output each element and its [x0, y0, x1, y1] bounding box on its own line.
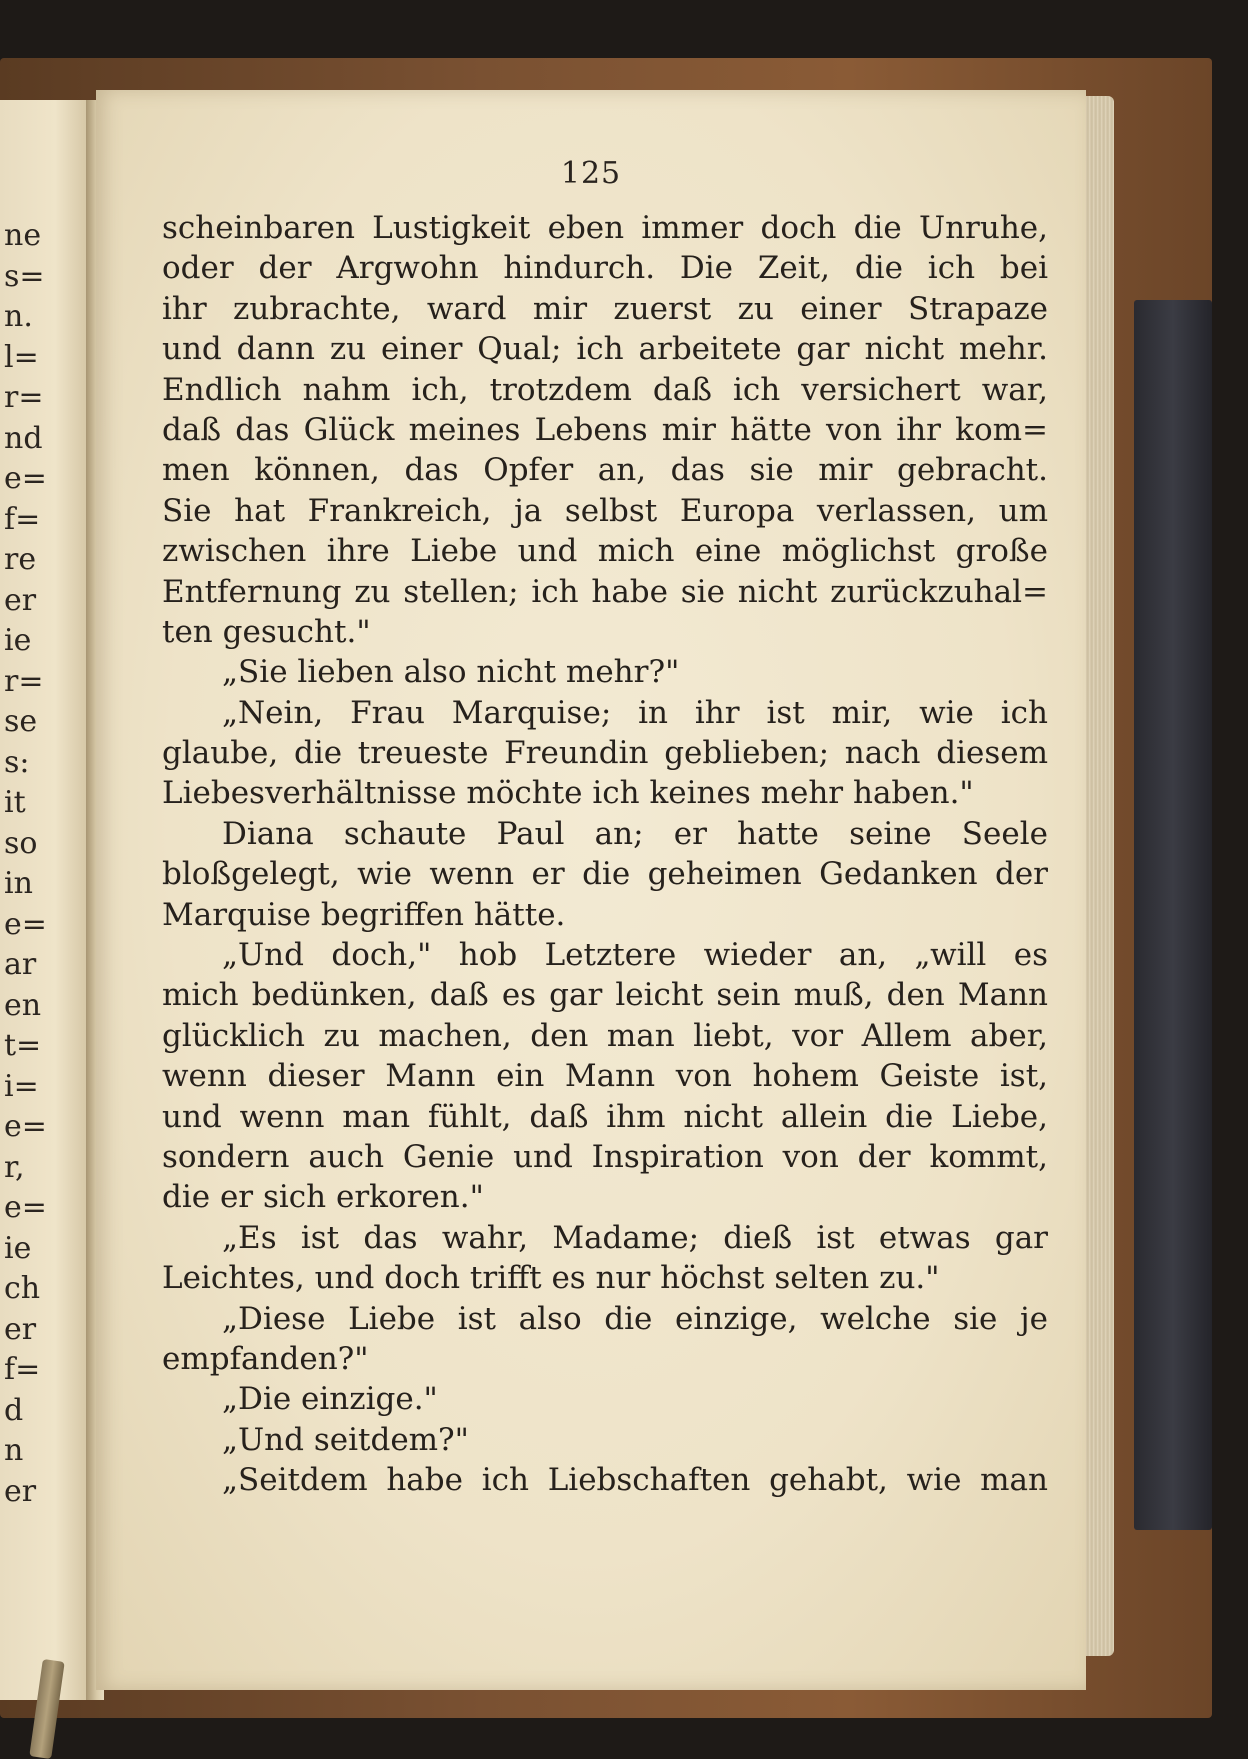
- left-page-text-fragment: e=: [4, 1190, 47, 1225]
- text-line: empfanden?": [162, 1340, 369, 1377]
- text-line: „Und seitdem?": [222, 1421, 469, 1458]
- text-line: ten gesucht.": [162, 613, 371, 650]
- left-page-text-fragment: r=: [4, 380, 44, 415]
- left-page-text-fragment: er: [4, 1311, 37, 1347]
- left-page-text-fragment: s:: [4, 744, 30, 780]
- left-page-text-fragment: r=: [4, 663, 44, 699]
- left-page-text-fragment: s=: [4, 258, 45, 294]
- book-page: [96, 90, 1086, 1690]
- text-line: „Sie lieben also nicht mehr?": [222, 654, 680, 691]
- text-line: Endlich nahm ich, trotzdem daß ich versichert war,: [162, 371, 1048, 408]
- left-page-text-fragment: e=: [4, 461, 47, 496]
- left-page-text-fragment: f=: [4, 1352, 41, 1387]
- text-line: mich bedünken, daß es gar leicht sein muß, den Mann: [162, 977, 1048, 1014]
- text-line: scheinbaren Lustigkeit eben immer doch die Unruhe,: [162, 210, 1048, 246]
- left-page-text-fragment: f=: [4, 501, 41, 537]
- text-line: bloßgelegt, wie wenn er die geheimen Gedanken der: [162, 856, 1048, 893]
- text-line: men können, das Opfer an, das sie mir gebracht.: [162, 452, 1048, 489]
- text-line: die er sich erkoren.": [162, 1179, 484, 1216]
- text-line: Liebesverhältnisse möchte ich keines mehr haben.": [162, 775, 974, 812]
- left-page-fragment: [0, 100, 92, 1700]
- left-page-text-fragment: ar: [4, 947, 37, 982]
- text-line: „Seitdem habe ich Liebschaften gehabt, wie man: [222, 1462, 1048, 1499]
- left-page-text-fragment: r,: [4, 1149, 25, 1185]
- text-line: „Und doch," hob Letztere wieder an, „will es: [222, 937, 1048, 974]
- left-page-text-fragment: n: [4, 1433, 24, 1468]
- left-page-text-fragment: er: [4, 1473, 37, 1509]
- left-page-text-fragment: ne: [4, 218, 42, 253]
- left-page-text-fragment: d: [4, 1392, 24, 1428]
- text-line: sondern auch Genie und Inspiration von der kommt,: [162, 1138, 1048, 1175]
- text-line: Diana schaute Paul an; er hatte seine Seele: [222, 815, 1048, 852]
- left-page-text-fragment: ch: [4, 1271, 41, 1306]
- text-line: daß das Glück meines Lebens mir hätte von ihr kom=: [162, 411, 1048, 448]
- left-page-text-fragment: nd: [4, 420, 43, 456]
- left-page-text-fragment: it: [4, 785, 26, 820]
- left-page-text-fragment: t=: [4, 1028, 42, 1063]
- left-page-text-fragment: i=: [4, 1068, 39, 1104]
- left-page-text-fragment: so: [4, 825, 38, 861]
- text-line: glaube, die treueste Freundin geblieben; nach diesem: [162, 735, 1048, 772]
- text-line: „Es ist das wahr, Madame; dieß ist etwas gar: [222, 1219, 1048, 1256]
- left-page-text-fragment: e=: [4, 906, 47, 942]
- left-page-text-fragment: er: [4, 582, 37, 618]
- left-page-text-fragment: n.: [4, 299, 33, 334]
- text-line: „Diese Liebe ist also die einzige, welche sie je: [222, 1300, 1048, 1337]
- cover-cloth-panel: [1134, 300, 1212, 1530]
- left-page-text-fragment: ie: [4, 623, 32, 658]
- page-text: [162, 208, 1048, 1501]
- text-line: „Nein, Frau Marquise; in ihr ist mir, wie ich: [222, 694, 1048, 731]
- text-line: Marquise begriffen hätte.: [162, 896, 566, 933]
- text-line: und wenn man fühlt, daß ihm nicht allein die Liebe,: [162, 1098, 1048, 1135]
- page-number: 125: [560, 156, 622, 191]
- text-line: Sie hat Frankreich, ja selbst Europa verlassen, um: [162, 492, 1048, 529]
- text-line: Leichtes, und doch trifft es nur höchst selten zu.": [162, 1260, 940, 1297]
- left-page-text-fragment: in: [4, 866, 33, 901]
- left-page-text-fragment: e=: [4, 1109, 47, 1144]
- text-line: wenn dieser Mann ein Mann von hohem Geiste ist,: [162, 1058, 1048, 1095]
- text-line: Entfernung zu stellen; ich habe sie nicht zurückzuhal=: [162, 573, 1048, 610]
- left-page-text-fragment: se: [4, 704, 38, 739]
- text-line: oder der Argwohn hindurch. Die Zeit, die ich bei: [162, 250, 1048, 287]
- text-line: ihr zubrachte, ward mir zuerst zu einer Strapaze: [162, 290, 1048, 327]
- left-page-text-fragment: en: [4, 987, 42, 1023]
- text-line: und dann zu einer Qual; ich arbeitete gar nicht mehr.: [162, 331, 1048, 368]
- left-page-text-fragment: ie: [4, 1230, 32, 1266]
- text-line: glücklich zu machen, den man liebt, vor Allem aber,: [162, 1017, 1048, 1054]
- text-line: zwischen ihre Liebe und mich eine möglichst große: [162, 533, 1048, 570]
- left-page-text-fragment: re: [4, 542, 37, 577]
- text-line: „Die einzige.": [222, 1381, 438, 1418]
- left-page-text-fragment: l=: [4, 339, 39, 375]
